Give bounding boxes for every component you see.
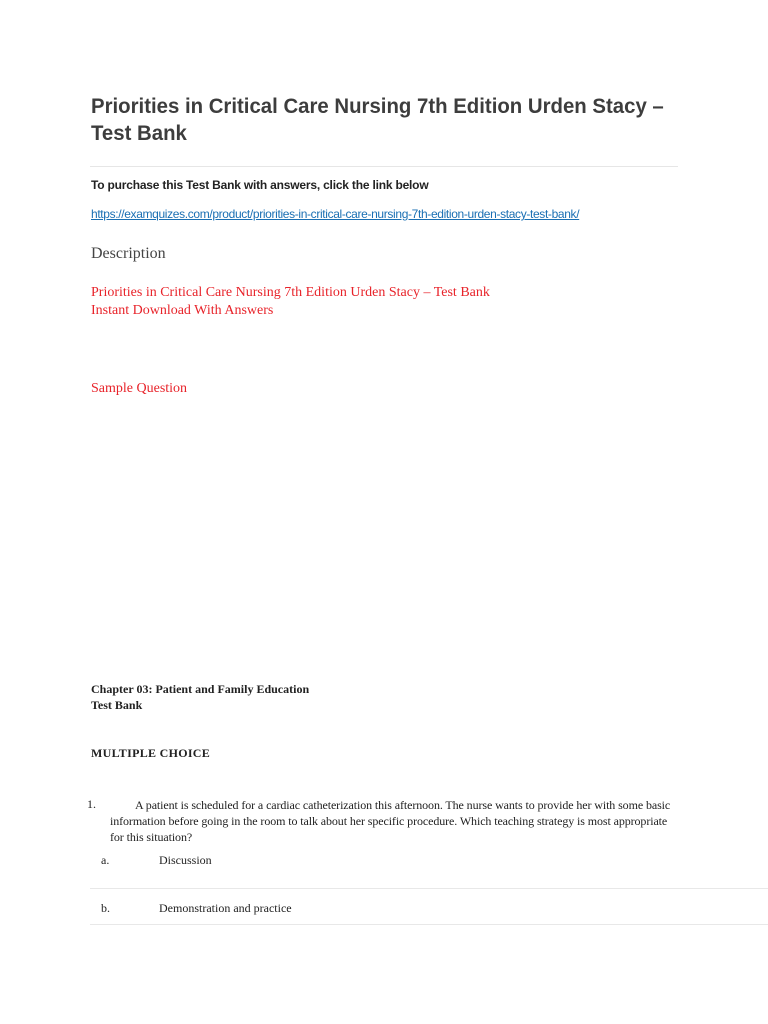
answer-choice xyxy=(90,893,768,925)
question-number: 1. xyxy=(87,797,96,811)
choice-letter: a. xyxy=(101,853,110,867)
page-title: Priorities in Critical Care Nursing 7th Edition Urden Stacy – Test Bank xyxy=(91,95,664,145)
purchase-instructions: To purchase this Test Bank with answers, click the link below xyxy=(91,178,429,192)
question-text: A patient is scheduled for a cardiac catheterization this afternoon. The nurse wants to provide her with some basic information before going in the room to talk about her specific procedure. Which teaching strategy is most appropriate for this situation? xyxy=(110,798,671,844)
description-product-name: Priorities in Critical Care Nursing 7th Edition Urden Stacy – Test Bank xyxy=(91,285,490,300)
answer-choice xyxy=(90,846,768,889)
description-download-note: Instant Download With Answers xyxy=(91,303,274,318)
description-heading: Description xyxy=(91,245,166,262)
product-link[interactable]: https://examquizes.com/product/priorities-in-critical-care-nursing-7th-edition-urden-stacy-test-bank/ xyxy=(91,207,580,221)
choice-text: Discussion xyxy=(159,853,212,867)
sample-question-heading: Sample Question xyxy=(91,381,188,396)
multiple-choice-heading: MULTIPLE CHOICE xyxy=(91,746,211,760)
choice-letter: b. xyxy=(101,901,110,915)
choice-text: Demonstration and practice xyxy=(159,901,292,915)
chapter-subtitle: Test Bank xyxy=(91,698,143,712)
chapter-heading xyxy=(91,681,309,713)
chapter-title: Chapter 03: Patient and Family Education xyxy=(91,682,310,696)
title-divider xyxy=(90,166,678,167)
